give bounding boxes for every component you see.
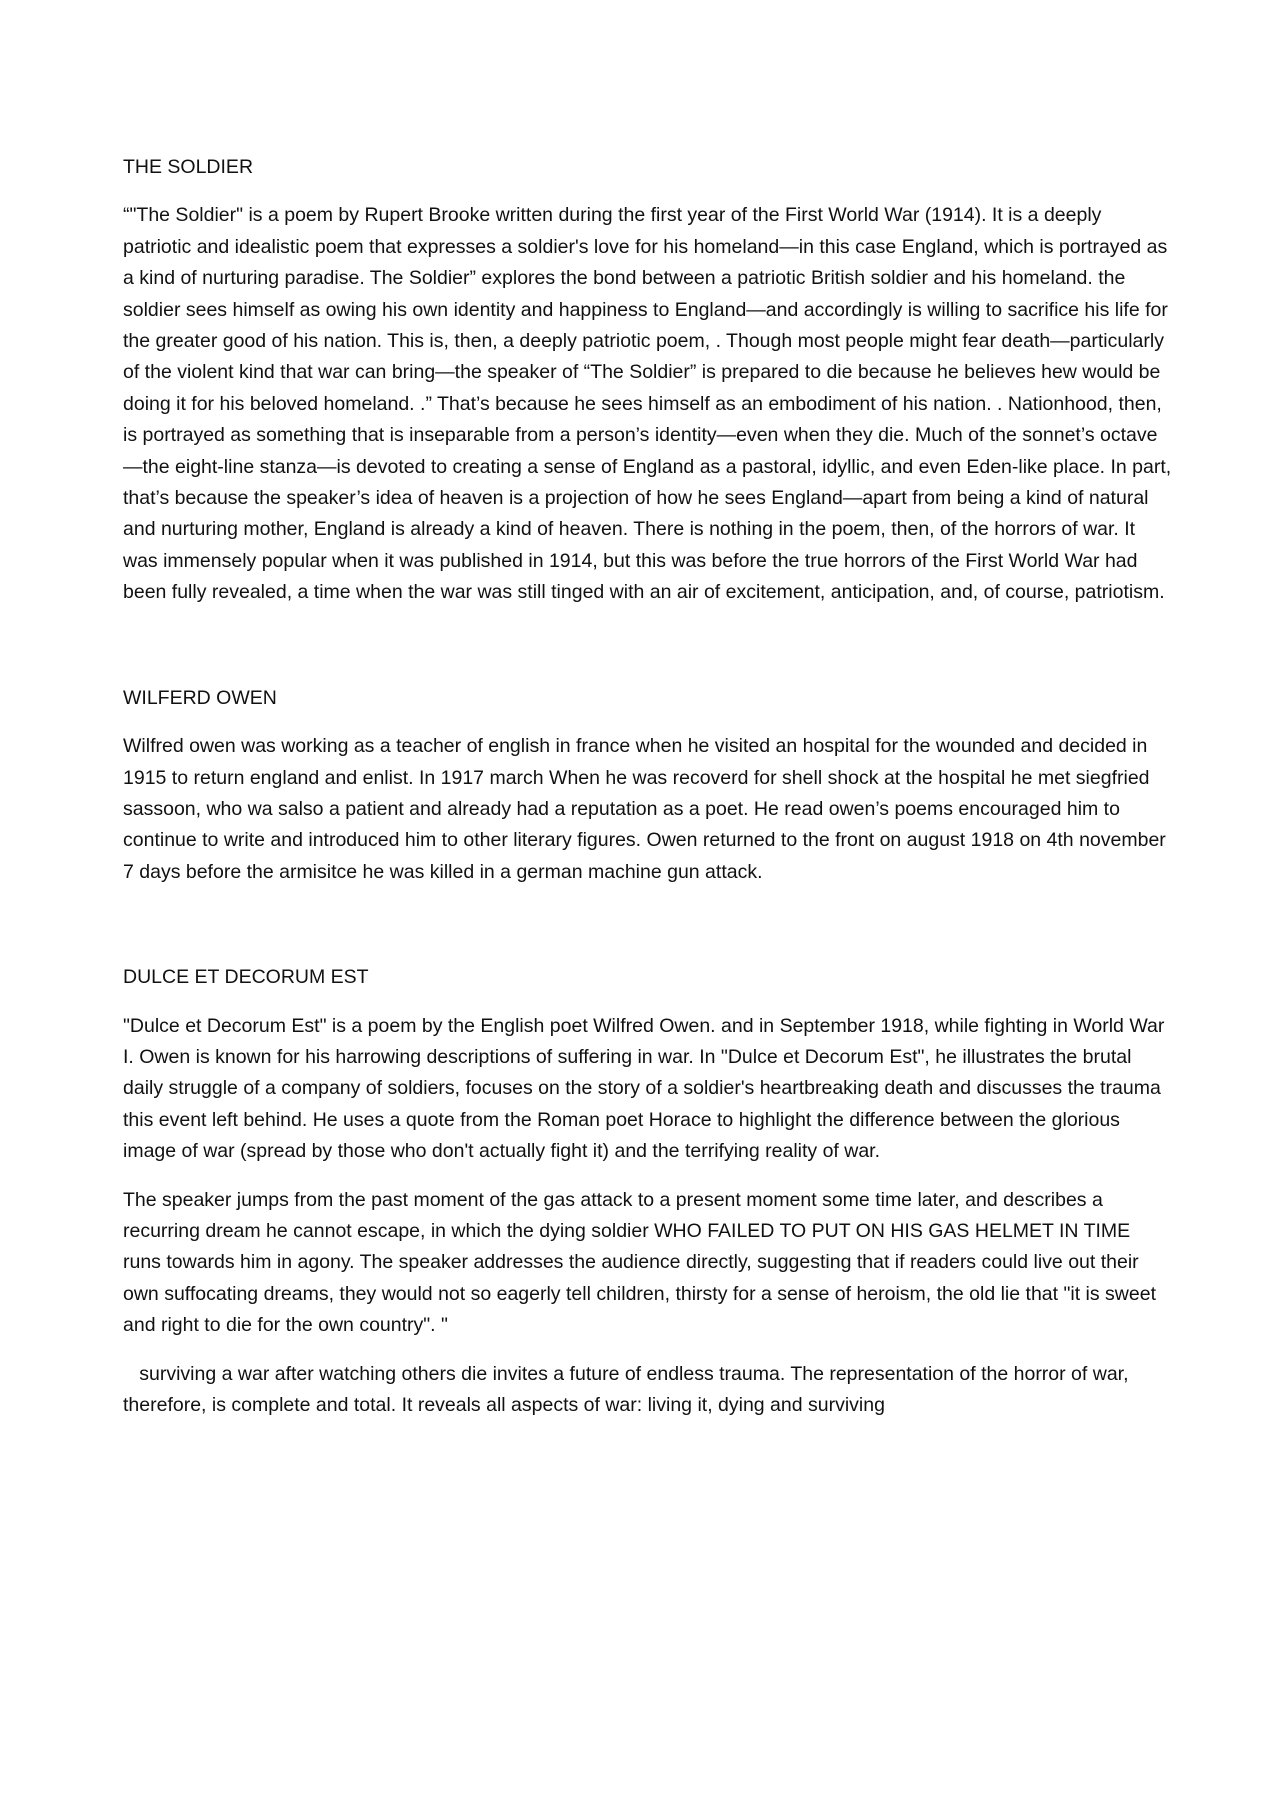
section-spacer (123, 626, 1173, 683)
section-heading-dulce-et-decorum-est: DULCE ET DECORUM EST (123, 966, 369, 989)
dulce-paragraph-2: The speaker jumps from the past moment of the gas attack to a present moment some time later, and describes a recurring dream he cannot escape, in which the dying soldier WHO FAILED TO PUT ON HIS GAS HELMET IN TIME runs towards him in agony. The speaker addresses the audience directly, suggesting that if readers could live out their own suffocating dreams, they would not so eagerly tell children, thirsty for a sense of heroism, the old lie that "it is sweet and right to die for the own country". " (123, 1188, 1156, 1337)
dulce-paragraph-3: surviving a war after watching others die invites a future of endless trauma. The representation of the horror of war, therefore, is complete and total. It reveals all aspects of war: living it, dying and surviving (123, 1362, 1134, 1416)
the-soldier-paragraph: “"The Soldier" is a poem by Rupert Brooke written during the first year of the First World War (1914). It is a deeply patriotic and idealistic poem that expresses a soldier's love for his homeland—in this case England, which is portrayed as a kind of nurturing paradise. The Soldier” explores the bond between a patriotic British soldier and his homeland. the soldier sees himself as owing his own identity and happiness to England—and accordingly is willing to sacrifice his life for the greater good of his nation. This is, then, a deeply patriotic poem, . Though most people might fear death—particularly of the violent kind that war can bring—the speaker of “The Soldier” is prepared to die because he believes hew would be doing it for his beloved homeland. .” That’s because he sees himself as an embodiment of his nation. . Nationhood, then, is portrayed as something that is inseparable from a person’s identity—even when they die. Much of the sonnet’s octave—the eight-line stanza—is devoted to creating a sense of England as a pastoral, idyllic, and even Eden-like place. In part, that’s because the speaker’s idea of heaven is a projection of how he sees England—apart from being a kind of natural and nurturing mother, England is already a kind of heaven. There is nothing in the poem, then, of the horrors of war. It was immensely popular when it was published in 1914, but this was before the true horrors of the First World War had been fully revealed, a time when the war was still tinged with an air of excitement, anticipation, and, of course, patriotism. (123, 204, 1172, 604)
document-page (123, 152, 1173, 1438)
dulce-paragraph-1: "Dulce et Decorum Est" is a poem by the English poet Wilfred Owen. and in September 1918, while fighting in World War I. Owen is known for his harrowing descriptions of suffering in war. In "Dulce et Decorum Est", he illustrates the brutal daily struggle of a company of soldiers, focuses on the story of a soldier's heartbreaking death and discusses the trauma this event left behind. He uses a quote from the Roman poet Horace to highlight the difference between the glorious image of war (spread by those who don't actually fight it) and the terrifying reality of war. (123, 1014, 1165, 1163)
section-spacer (123, 905, 1173, 962)
wilferd-owen-paragraph: Wilfred owen was working as a teacher of english in france when he visited an hospital for the wounded and decided in 1915 to return england and enlist. In 1917 march When he was recoverd for shell shock at the hospital he met siegfried sassoon, who wa salso a patient and already had a reputation as a poet. He read owen’s poems encouraged him to continue to write and introduced him to other literary figures. Owen returned to the front on august 1918 on 4th november 7 days before the armisitce he was killed in a german machine gun attack. (123, 735, 1166, 883)
section-heading-the-soldier: THE SOLDIER (123, 156, 254, 178)
section-heading-wilferd-owen: WILFERD OWEN (123, 686, 277, 709)
